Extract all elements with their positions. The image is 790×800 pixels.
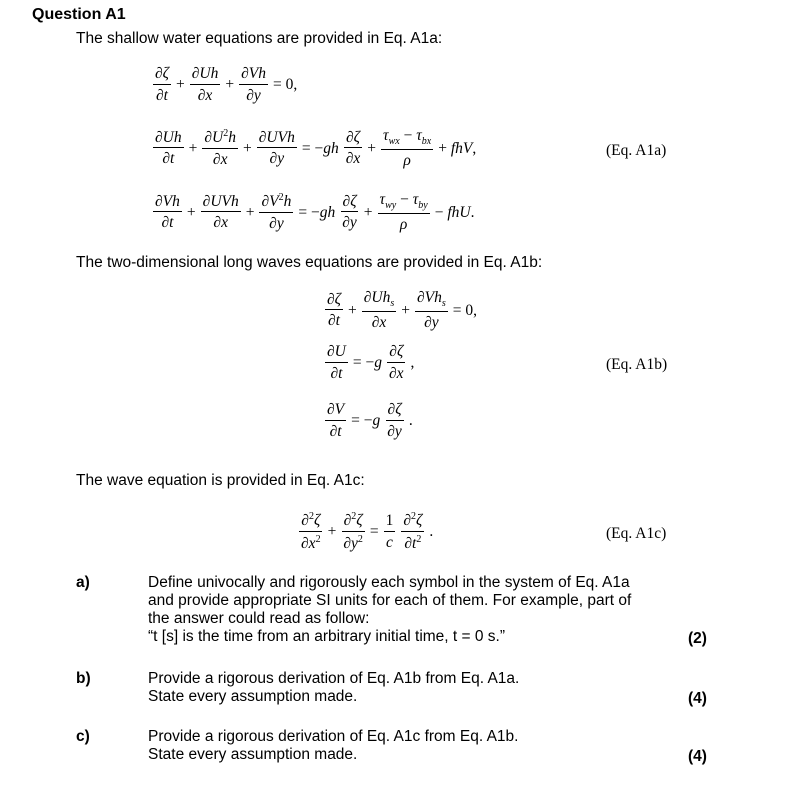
- equation-label-a1c: (Eq. A1c): [606, 525, 667, 542]
- equation-a1a-continuity: $\frac{\partial\zeta}{\partial t}$ + $\frac{\partial Uh}{\partial x}$ + $\frac{\partial Vh}{\partial y}$ = 0,: [155, 65, 298, 104]
- intro-a1a: The shallow water equations are provided in Eq. A1a:: [76, 30, 443, 47]
- question-a-line-3: the answer could read as follow:: [148, 610, 370, 627]
- question-b-line-1: Provide a rigorous derivation of Eq. A1b from Eq. A1a.: [148, 670, 520, 687]
- intro-a1c: The wave equation is provided in Eq. A1c:: [76, 472, 365, 489]
- equation-label-a1a: (Eq. A1a): [606, 142, 667, 159]
- question-c-marks: (4): [688, 748, 707, 765]
- question-b-marks: (4): [688, 690, 707, 707]
- question-a-example: “t [s] is the time from an arbitrary initial time, t = 0 s.”: [148, 628, 506, 645]
- question-a-text: [148, 574, 631, 646]
- question-a-label: a): [76, 574, 90, 591]
- equation-label-a1b: (Eq. A1b): [606, 356, 668, 373]
- intro-a1b: The two-dimensional long waves equations are provided in Eq. A1b:: [76, 254, 543, 271]
- equation-a1c-wave: $\frac{\partial^2\zeta}{\partial x^2}$ + $\frac{\partial^2\zeta}{\partial y^2}$ = $\frac{1}{c}$ $\frac{\partial^2\zeta}{\partial t^2}$ .: [301, 511, 434, 552]
- question-title: Question A1: [32, 6, 126, 23]
- question-b-label: b): [76, 670, 91, 687]
- question-a-marks: (2): [688, 630, 707, 647]
- equation-a1b-momentum-y: $\frac{\partial V}{\partial t}$ = −g $\frac{\partial\zeta}{\partial y}$ .: [327, 401, 413, 440]
- equation-a1a-momentum-y: $\frac{\partial Vh}{\partial t}$ + $\frac{\text{∂UVh}}{\partial x}$ + $\frac{\partial V^2h}{\partial y}$ = −gh $\frac{\partial\zeta}{\partial y}$ + $\frac{\tau_{wy} - \tau_{by}}{\rho}$ − fhU.: [155, 191, 475, 234]
- equation-a1a-momentum-x: $\frac{\partial Uh}{\partial t}$ + $\frac{\partial U^2h}{\partial x}$ + $\frac{\text{∂UVh}}{\partial y}$ = −gh $\frac{\partial\zeta}{\partial x}$ + $\frac{\tau_{wx} - \tau_{bx}}{\rho}$ + fhV,: [155, 127, 477, 170]
- question-c-line-2: State every assumption made.: [148, 746, 358, 763]
- question-a-line-1: Define univocally and rigorously each symbol in the system of Eq. A1a: [148, 574, 630, 591]
- question-c-line-1: Provide a rigorous derivation of Eq. A1c from Eq. A1b.: [148, 728, 519, 745]
- question-c-text: [148, 728, 518, 764]
- question-a-line-2: and provide appropriate SI units for each of them. For example, part of: [148, 592, 632, 609]
- equation-a1b-momentum-x: $\frac{\partial U}{\partial t}$ = −g $\frac{\partial\zeta}{\partial x}$ ,: [327, 343, 415, 382]
- question-b-text: [148, 670, 519, 706]
- equation-a1b-continuity: $\frac{\partial\zeta}{\partial t}$ + $\frac{\partial Uh_s}{\partial x}$ + $\frac{\partial Vh_s}{\partial y}$ = 0,: [327, 289, 478, 332]
- question-b-line-2: State every assumption made.: [148, 688, 358, 705]
- question-c-label: c): [76, 728, 90, 745]
